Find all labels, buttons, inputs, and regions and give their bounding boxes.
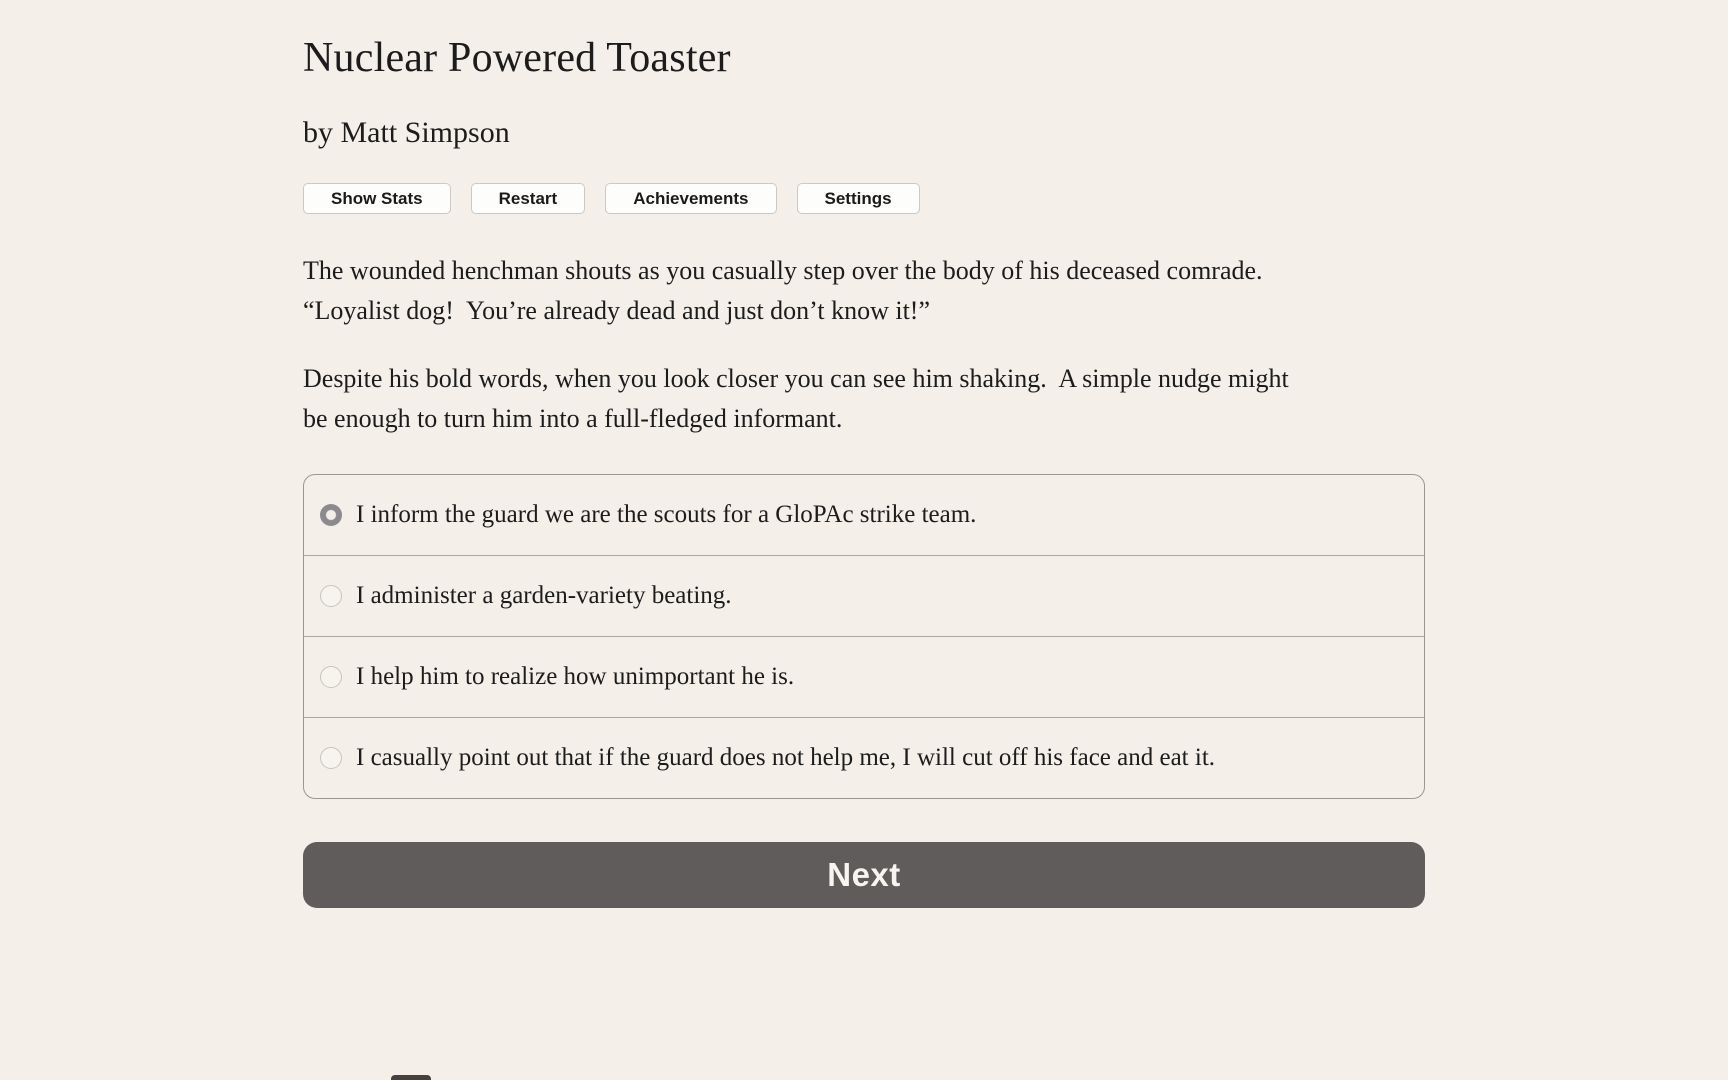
choice-option-label: I inform the guard we are the scouts for a GloPAc strike team. [356, 501, 977, 529]
choice-option[interactable] [304, 475, 1424, 556]
game-page [303, 0, 1425, 908]
story-paragraph [303, 359, 1425, 439]
radio-button[interactable] [320, 747, 342, 769]
game-title: Nuclear Powered Toaster [303, 35, 731, 81]
achievements-button[interactable]: Achievements [605, 183, 776, 214]
next-button-label: Next [827, 856, 901, 894]
radio-button[interactable] [320, 585, 342, 607]
story-line: “Loyalist dog! You’re already dead and just don’t know it!” [303, 296, 930, 326]
show-stats-button[interactable]: Show Stats [303, 183, 451, 214]
game-byline: by Matt Simpson [303, 116, 510, 150]
choice-option[interactable] [304, 718, 1424, 798]
next-button[interactable] [303, 842, 1425, 908]
choice-list [303, 474, 1425, 799]
story-line: The wounded henchman shouts as you casually step over the body of his deceased comrade. [303, 256, 1263, 286]
choice-option-label: I administer a garden-variety beating. [356, 582, 732, 610]
story-text [303, 251, 1425, 439]
story-line: Despite his bold words, when you look closer you can see him shaking. A simple nudge might [303, 364, 1289, 394]
choice-option[interactable] [304, 637, 1424, 718]
radio-button[interactable] [320, 504, 342, 526]
choice-option-label: I help him to realize how unimportant he is. [356, 663, 795, 691]
restart-button[interactable]: Restart [471, 183, 586, 214]
choice-option-label: I casually point out that if the guard does not help me, I will cut off his face and eat it. [356, 744, 1216, 772]
settings-button[interactable]: Settings [797, 183, 920, 214]
story-paragraph [303, 251, 1425, 331]
choice-option[interactable] [304, 556, 1424, 637]
toolbar [303, 183, 1425, 214]
story-line: be enough to turn him into a full-fledged informant. [303, 404, 843, 434]
offscreen-element-sliver [391, 1075, 431, 1080]
radio-button[interactable] [320, 666, 342, 688]
